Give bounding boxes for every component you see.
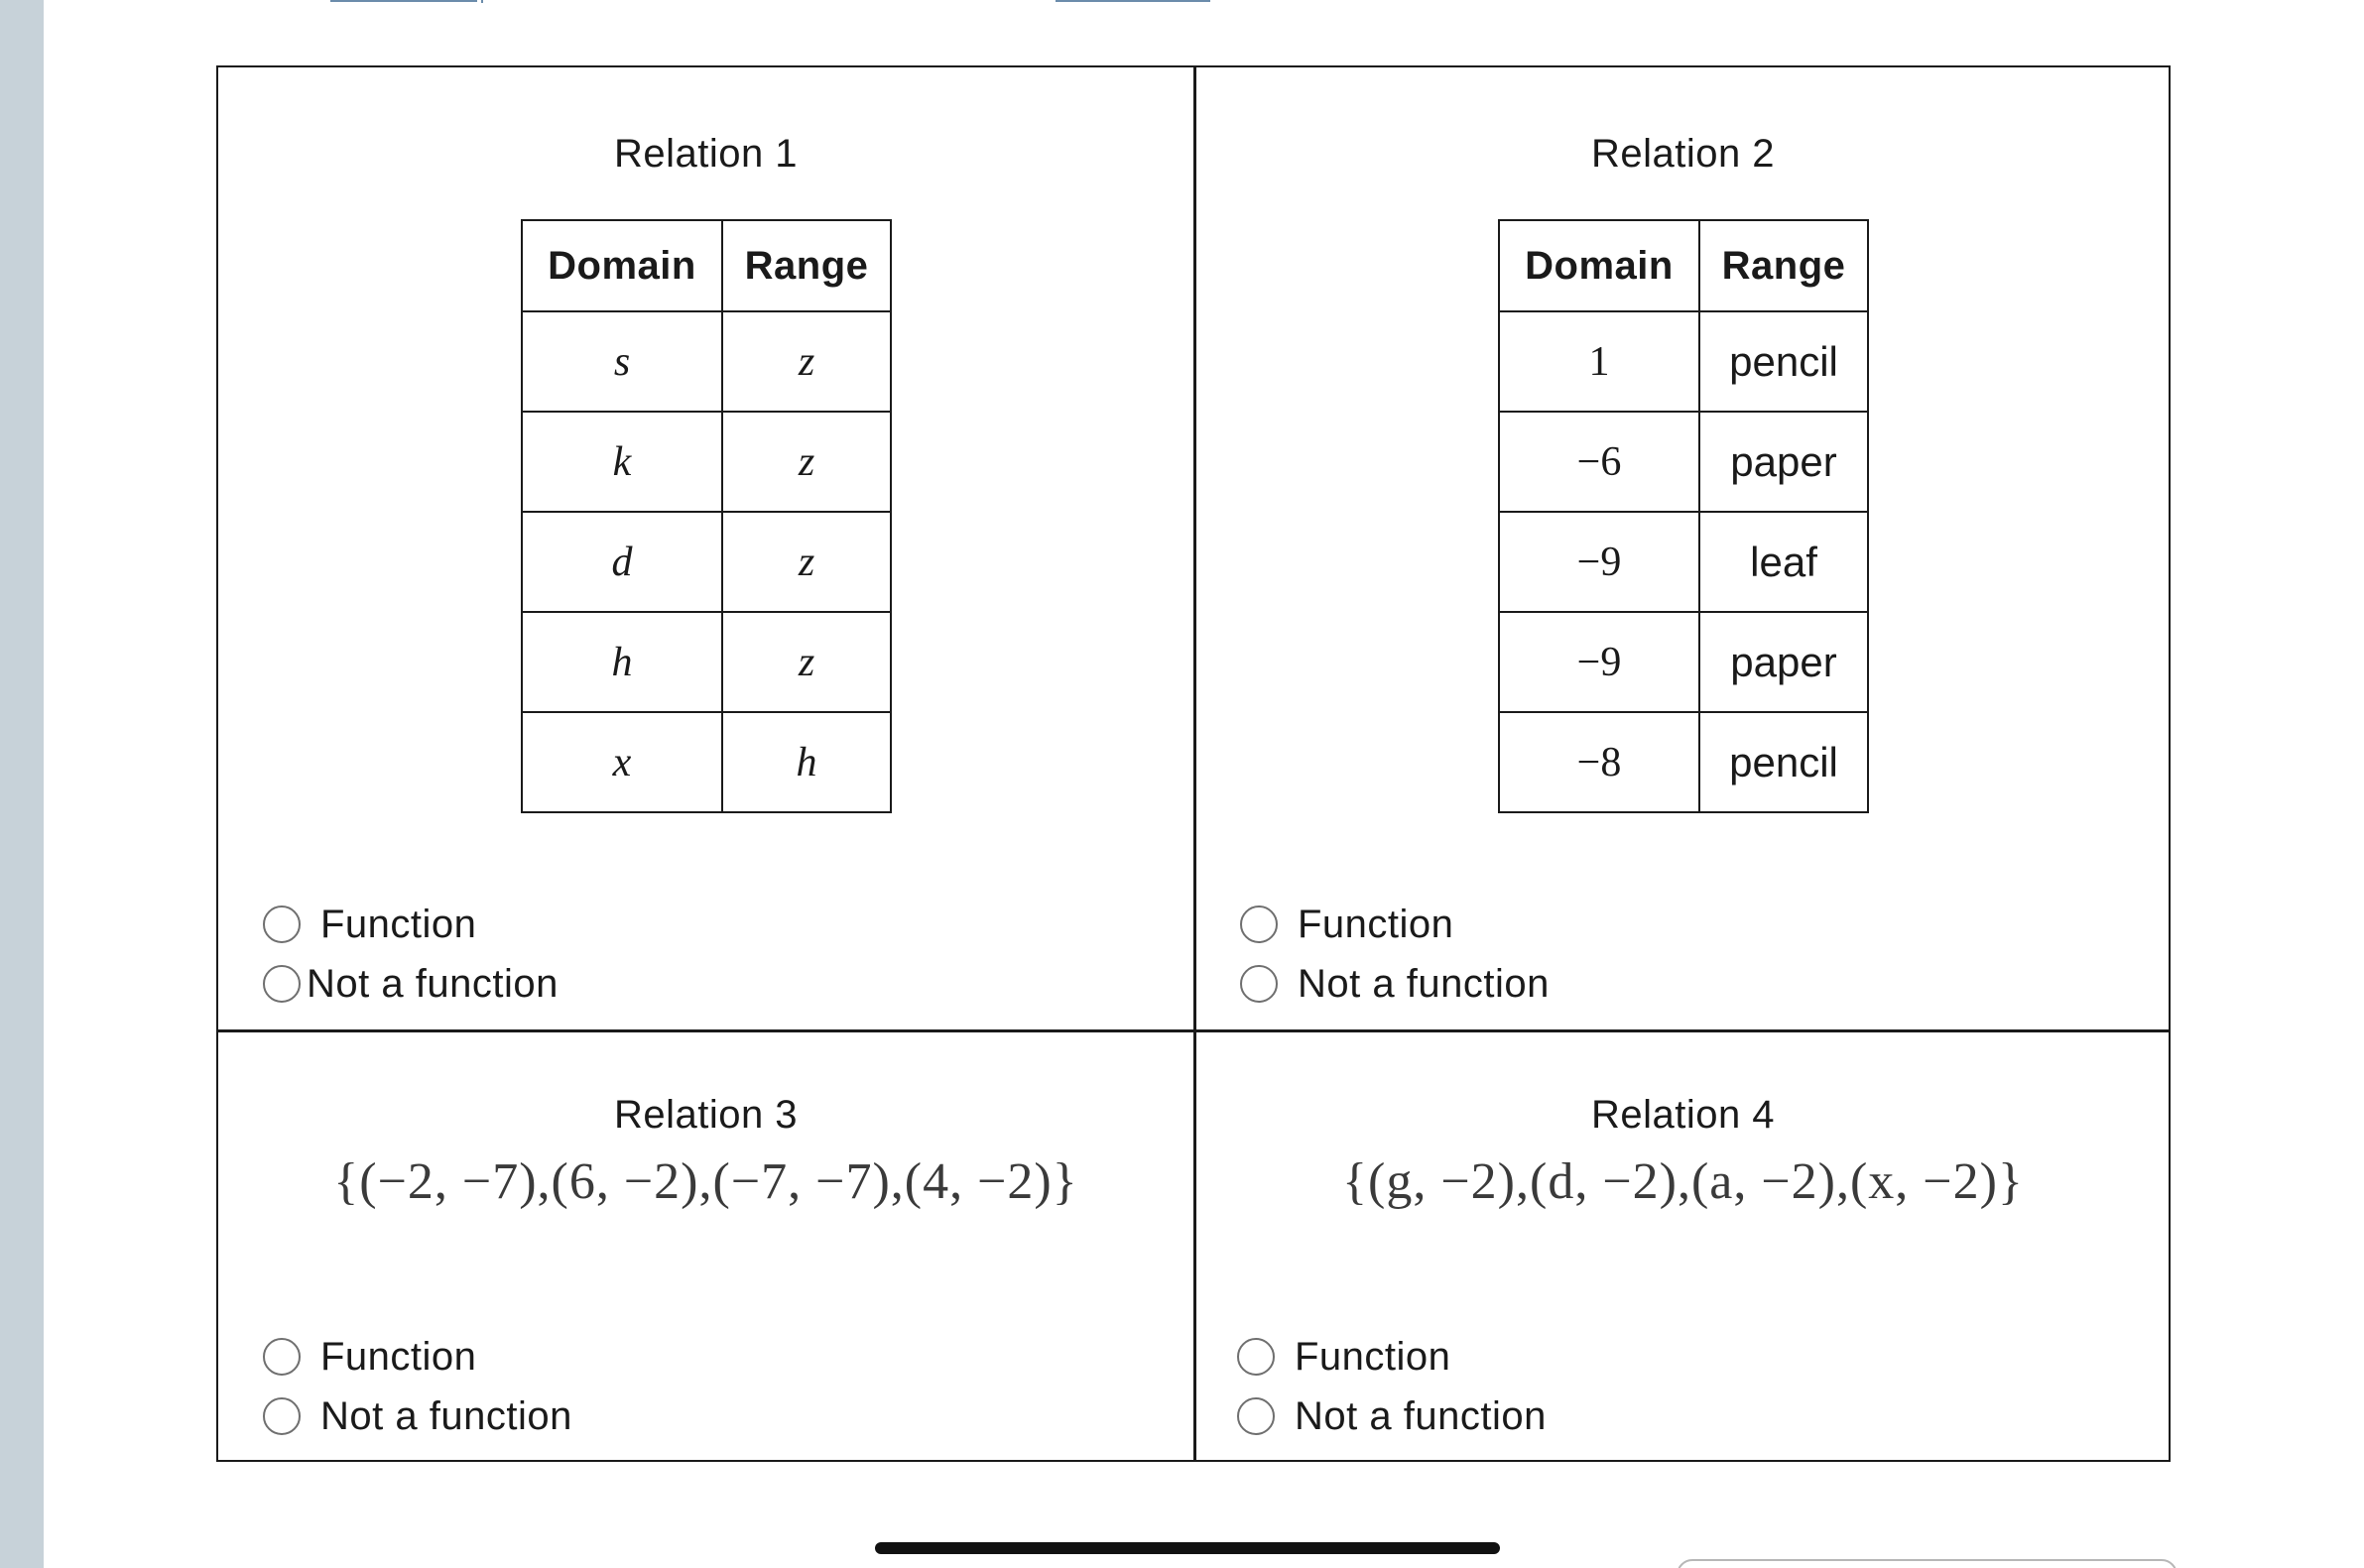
radio-button[interactable] [1237,1338,1275,1376]
radio-button[interactable] [263,905,301,943]
relation-table [1498,219,1869,813]
radio-button[interactable] [263,1338,301,1376]
top-link-underline-left[interactable] [330,0,477,2]
domain-cell: −9 [1499,612,1699,712]
range-header: Range [1699,220,1868,311]
domain-cell: k [522,412,722,512]
option-label: Not a function [1298,961,1550,1006]
function-option[interactable] [263,1333,476,1381]
not-a-function-option[interactable] [1240,960,1550,1008]
radio-button[interactable] [263,965,301,1003]
table-header-row [522,220,891,311]
range-cell: h [722,712,891,812]
relation-set: {(g, −2),(d, −2),(a, −2),(x, −2)} [1342,1153,2024,1210]
table-row [522,311,891,412]
domain-cell: d [522,512,722,612]
relation-title: Relation 3 [613,1093,799,1137]
domain-cell: 1 [1499,311,1699,412]
table-row [1499,612,1868,712]
table-row [1499,712,1868,812]
domain-cell: −6 [1499,412,1699,512]
radio-button[interactable] [263,1397,301,1435]
domain-header: Domain [1499,220,1699,311]
radio-button[interactable] [1237,1397,1275,1435]
range-cell: z [722,412,891,512]
range-cell: pencil [1699,311,1868,412]
option-label: Function [320,902,477,946]
not-a-function-option[interactable] [263,960,559,1008]
table-header-row [1499,220,1868,311]
top-link-underline-right[interactable] [1056,0,1210,2]
relation-set: {(−2, −7),(6, −2),(−7, −7),(4, −2)} [333,1153,1078,1210]
relation-4-panel [1195,1031,2171,1461]
option-label: Function [1295,1334,1451,1379]
option-label: Not a function [320,1393,572,1438]
domain-header: Domain [522,220,722,311]
radio-button[interactable] [1240,965,1278,1003]
range-cell: leaf [1699,512,1868,612]
option-label: Not a function [307,961,559,1006]
table-row [522,412,891,512]
range-cell: paper [1699,412,1868,512]
domain-cell: x [522,712,722,812]
option-label: Function [320,1334,477,1379]
bottom-action-button[interactable] [1677,1559,2177,1568]
range-cell: paper [1699,612,1868,712]
range-cell: z [722,512,891,612]
table-row [522,612,891,712]
relation-title: Relation 4 [1590,1093,1776,1137]
range-cell: z [722,612,891,712]
range-header: Range [722,220,891,311]
function-option[interactable] [1240,901,1453,948]
table-row [522,712,891,812]
relation-title: Relation 1 [613,132,799,176]
function-option[interactable] [1237,1333,1450,1381]
radio-button[interactable] [1240,905,1278,943]
option-label: Not a function [1295,1393,1547,1438]
relation-3-panel [218,1031,1193,1461]
relation-title: Relation 2 [1590,132,1776,176]
function-option[interactable] [263,901,476,948]
range-cell: pencil [1699,712,1868,812]
home-indicator-bar[interactable] [875,1542,1500,1554]
table-row [1499,311,1868,412]
not-a-function-option[interactable] [263,1392,572,1440]
relation-1-panel [218,67,1193,1029]
relations-grid [216,65,2171,1462]
domain-cell: −9 [1499,512,1699,612]
range-cell: z [722,311,891,412]
domain-cell: −8 [1499,712,1699,812]
table-row [522,512,891,612]
relation-table [521,219,892,813]
relation-2-panel [1195,67,2171,1029]
not-a-function-option[interactable] [1237,1392,1547,1440]
domain-cell: h [522,612,722,712]
option-label: Function [1298,902,1454,946]
table-row [1499,512,1868,612]
left-rail [0,0,44,1568]
domain-cell: s [522,311,722,412]
table-row [1499,412,1868,512]
